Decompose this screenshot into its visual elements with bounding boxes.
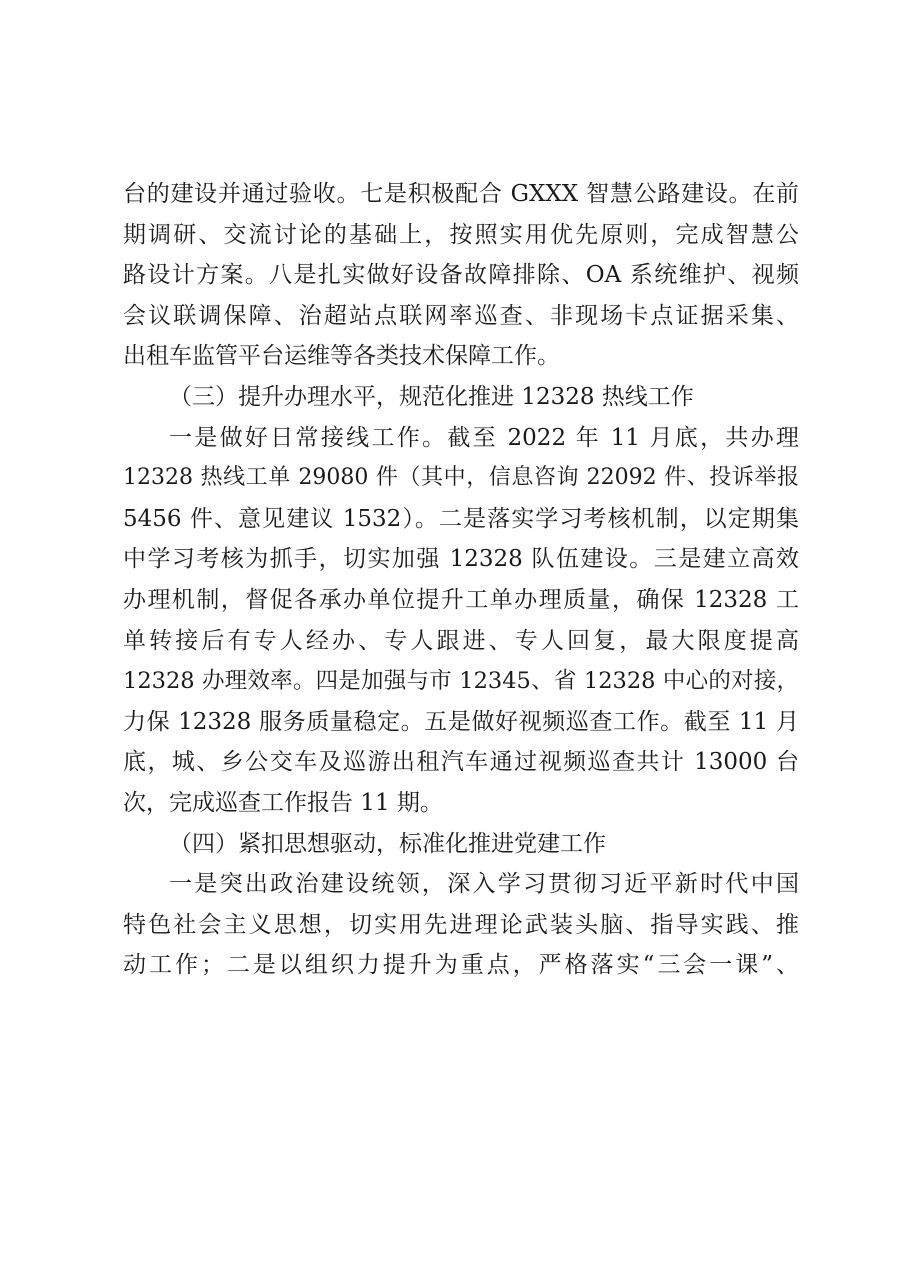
body-line: 出租车监管平台运维等各类技术保障工作。 [123, 343, 560, 370]
body-line: 单转接后有专人经办、专人跟进、专人回复，最大限度提高 [123, 627, 799, 654]
body-line: 12328 办理效率。四是加强与市 12345、省 12328 中心的对接， [123, 668, 799, 695]
body-line: 动工作；二是以组织力提升为重点，严格落实“三会一课”、 [123, 952, 799, 979]
section-heading-3: （三）提升办理水平，规范化推进 12328 热线工作 [169, 383, 694, 410]
body-line: 期调研、交流讨论的基础上，按照实用优先原则，完成智慧公 [123, 221, 799, 248]
body-line: 底，城、乡公交车及巡游出租汽车通过视频巡查共计 13000 台 [123, 749, 799, 776]
body-line: 会议联调保障、治超站点联网率巡查、非现场卡点证据采集、 [123, 302, 799, 329]
body-line: 中学习考核为抓手，切实加强 12328 队伍建设。三是建立高效 [123, 546, 799, 573]
body-line: 路设计方案。八是扎实做好设备故障排除、OA 系统维护、视频 [123, 262, 799, 289]
body-line: 办理机制，督促各承办单位提升工单办理质量，确保 12328 工 [123, 586, 799, 613]
body-line: 次，完成巡查工作报告 11 期。 [123, 789, 443, 816]
body-line: 12328 热线工单 29080 件（其中，信息咨询 22092 件、投诉举报 [123, 465, 799, 491]
body-line: 力保 12328 服务质量稳定。五是做好视频巡查工作。截至 11 月 [123, 708, 799, 735]
body-line: 一是突出政治建设统领，深入学习贯彻习近平新时代中国 [169, 871, 799, 898]
body-line: 台的建设并通过验收。七是积极配合 GXXX 智慧公路建设。在前 [123, 181, 799, 207]
document-body [123, 174, 799, 986]
body-line: 特色社会主义思想，切实用先进理论武装头脑、指导实践、推 [123, 911, 799, 938]
body-line: 一是做好日常接线工作。截至 2022 年 11 月底，共办理 [169, 424, 799, 451]
body-line: 5456 件、意见建议 1532）。二是落实学习考核机制，以定期集 [123, 505, 799, 532]
section-heading-4: （四）紧扣思想驱动，标准化推进党建工作 [169, 830, 606, 857]
